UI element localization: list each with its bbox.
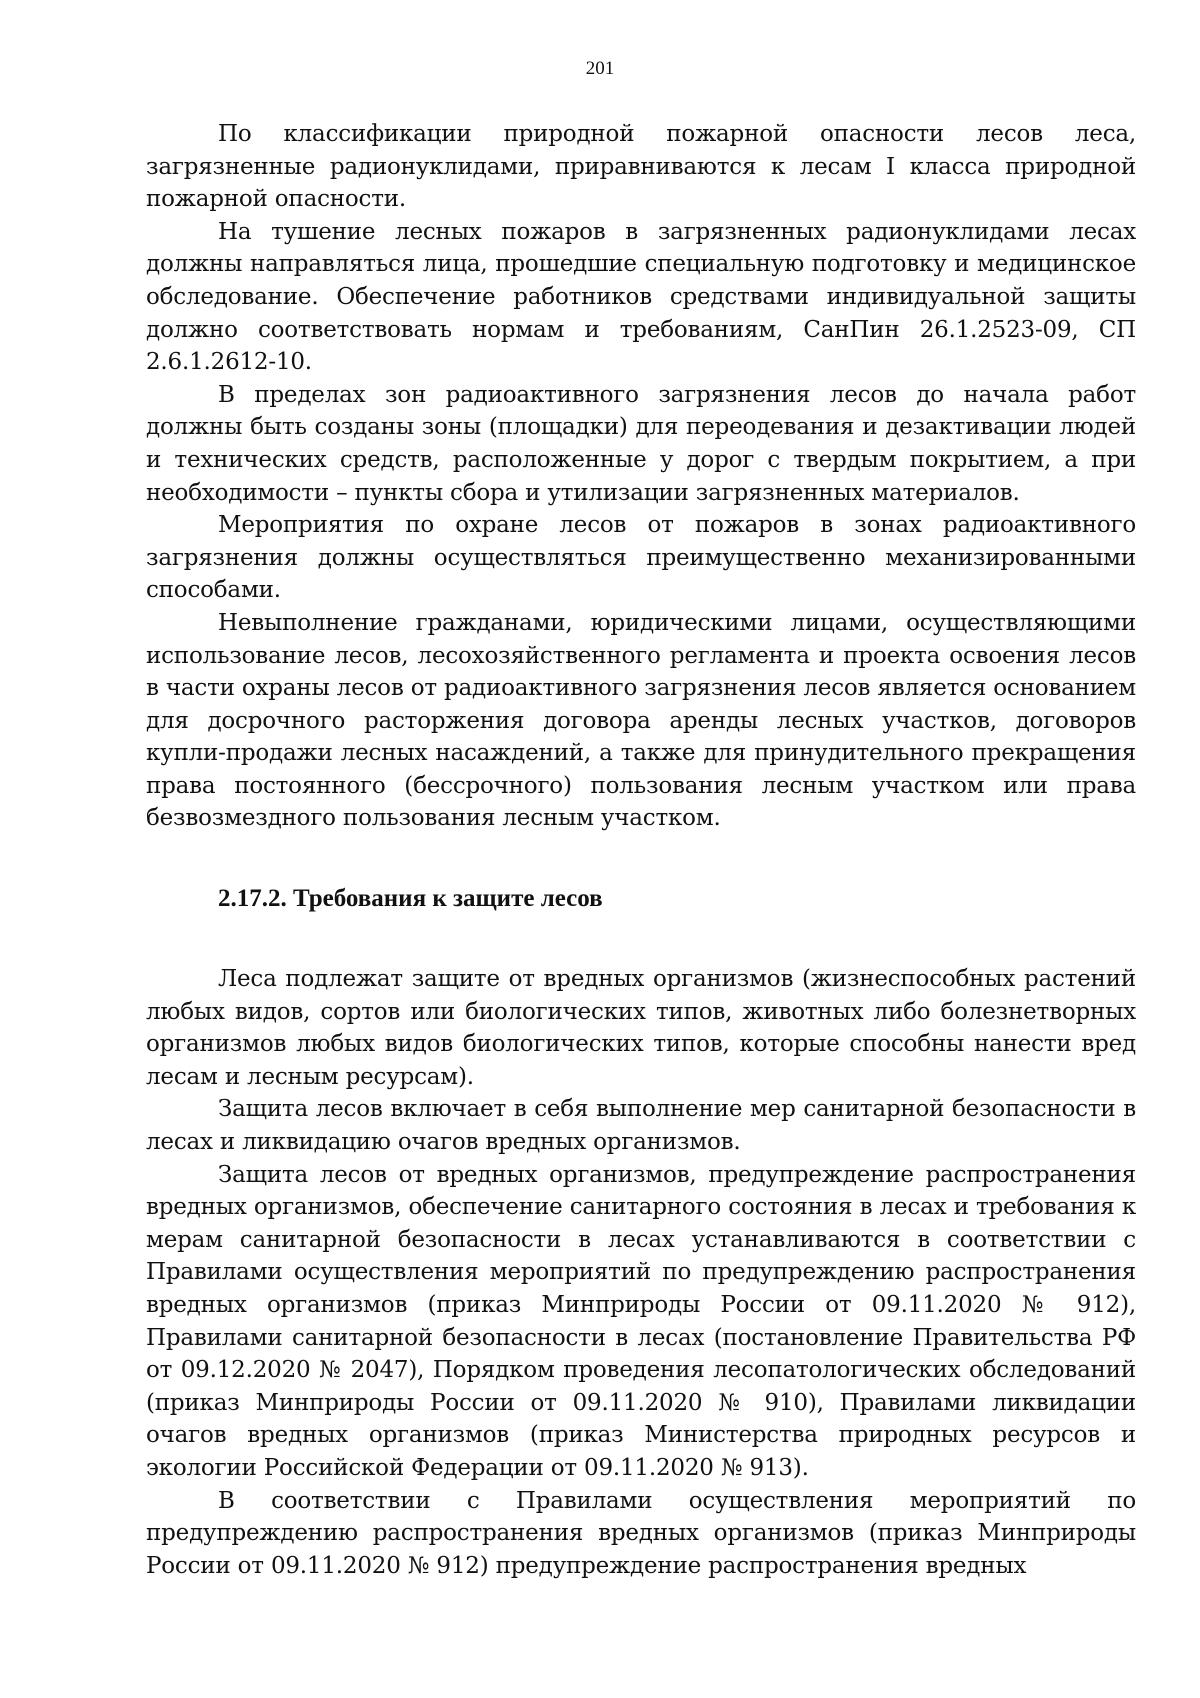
paragraph-contract-termination: Невыполнение гражданами, юридическими лицами, осуществляющими использование лесов, лесохозяйственного регламента и проекта освоения лесов в части охраны лесов от радиоактивного загрязнения лесов является основанием для досрочного расторжения договора аренды лесных участков, договоров купли-продажи лесных насаждений, а также для принудительного прекращения права постоянного (бессрочного) пользования лесным участком или права безвозмездного пользования лесным участком. (146, 609, 1136, 832)
paragraph-firefighting-personnel: На тушение лесных пожаров в загрязненных радионуклидами лесах должны направляться лица, прошедшие специальную подготовку и медицинское обследование. Обеспечение работников средствами индивидуальной защиты должно соответствовать нормам и требованиям, СанПин 26.1.2523-09, СП 2.6.1.2612-10. (146, 218, 1136, 376)
document-body (146, 118, 1136, 1582)
paragraph-prevention-rules: В соответствии с Правилами осуществления мероприятий по предупреждению распространения вредных организмов (приказ Минприроды России от 09.11.2020 № 912) предупреждение распространения вредных (146, 1487, 1136, 1579)
paragraph-regulations: Защита лесов от вредных организмов, предупреждение распространения вредных организмов, обеспечение санитарного состояния в лесах и требования к мерам санитарной безопасности в лесах устанавливаются в соответствии с Правилами осуществления мероприятий по предупреждению распространения вредных организмов (приказ Минприроды России от 09.11.2020 № 912), Правилами санитарной безопасности в лесах (постановление Правительства РФ от 09.12.2020 № 2047), Порядком проведения лесопатологических обследований (приказ Минприроды России от 09.11.2020 № 910), Правилами ликвидации очагов вредных организмов (приказ Министерства природных ресурсов и экологии Российской Федерации от 09.11.2020 № 913). (146, 1161, 1136, 1481)
paragraph-mechanized-measures: Мероприятия по охране лесов от пожаров в зонах радиоактивного загрязнения должны осуществляться преимущественно механизированными способами. (146, 512, 1136, 604)
paragraph-harmful-organisms: Леса подлежат защите от вредных организмов (жизнеспособных растений любых видов, сортов или биологических типов, животных либо болезнетворных организмов любых видов биологических типов, которые способны нанести вред лесам и лесным ресурсам). (146, 966, 1136, 1090)
page-number: 201 (585, 58, 615, 79)
paragraph-sanitary-measures: Защита лесов включает в себя выполнение мер санитарной безопасности в лесах и ликвидацию очагов вредных организмов. (146, 1096, 1136, 1156)
paragraph-fire-classification: По классификации природной пожарной опасности лесов леса, загрязненные радионуклидами, приравниваются к лесам I класса природной пожарной опасности. (146, 121, 1136, 213)
paragraph-decontamination-zones: В пределах зон радиоактивного загрязнения лесов до начала работ должны быть созданы зоны (площадки) для переодевания и дезактивации людей и технических средств, расположенные у дорог с твердым покрытием, а при необходимости – пункты сбора и утилизации загрязненных материалов. (146, 381, 1136, 506)
section-heading: 2.17.2. Требования к защите лесов (218, 885, 603, 913)
